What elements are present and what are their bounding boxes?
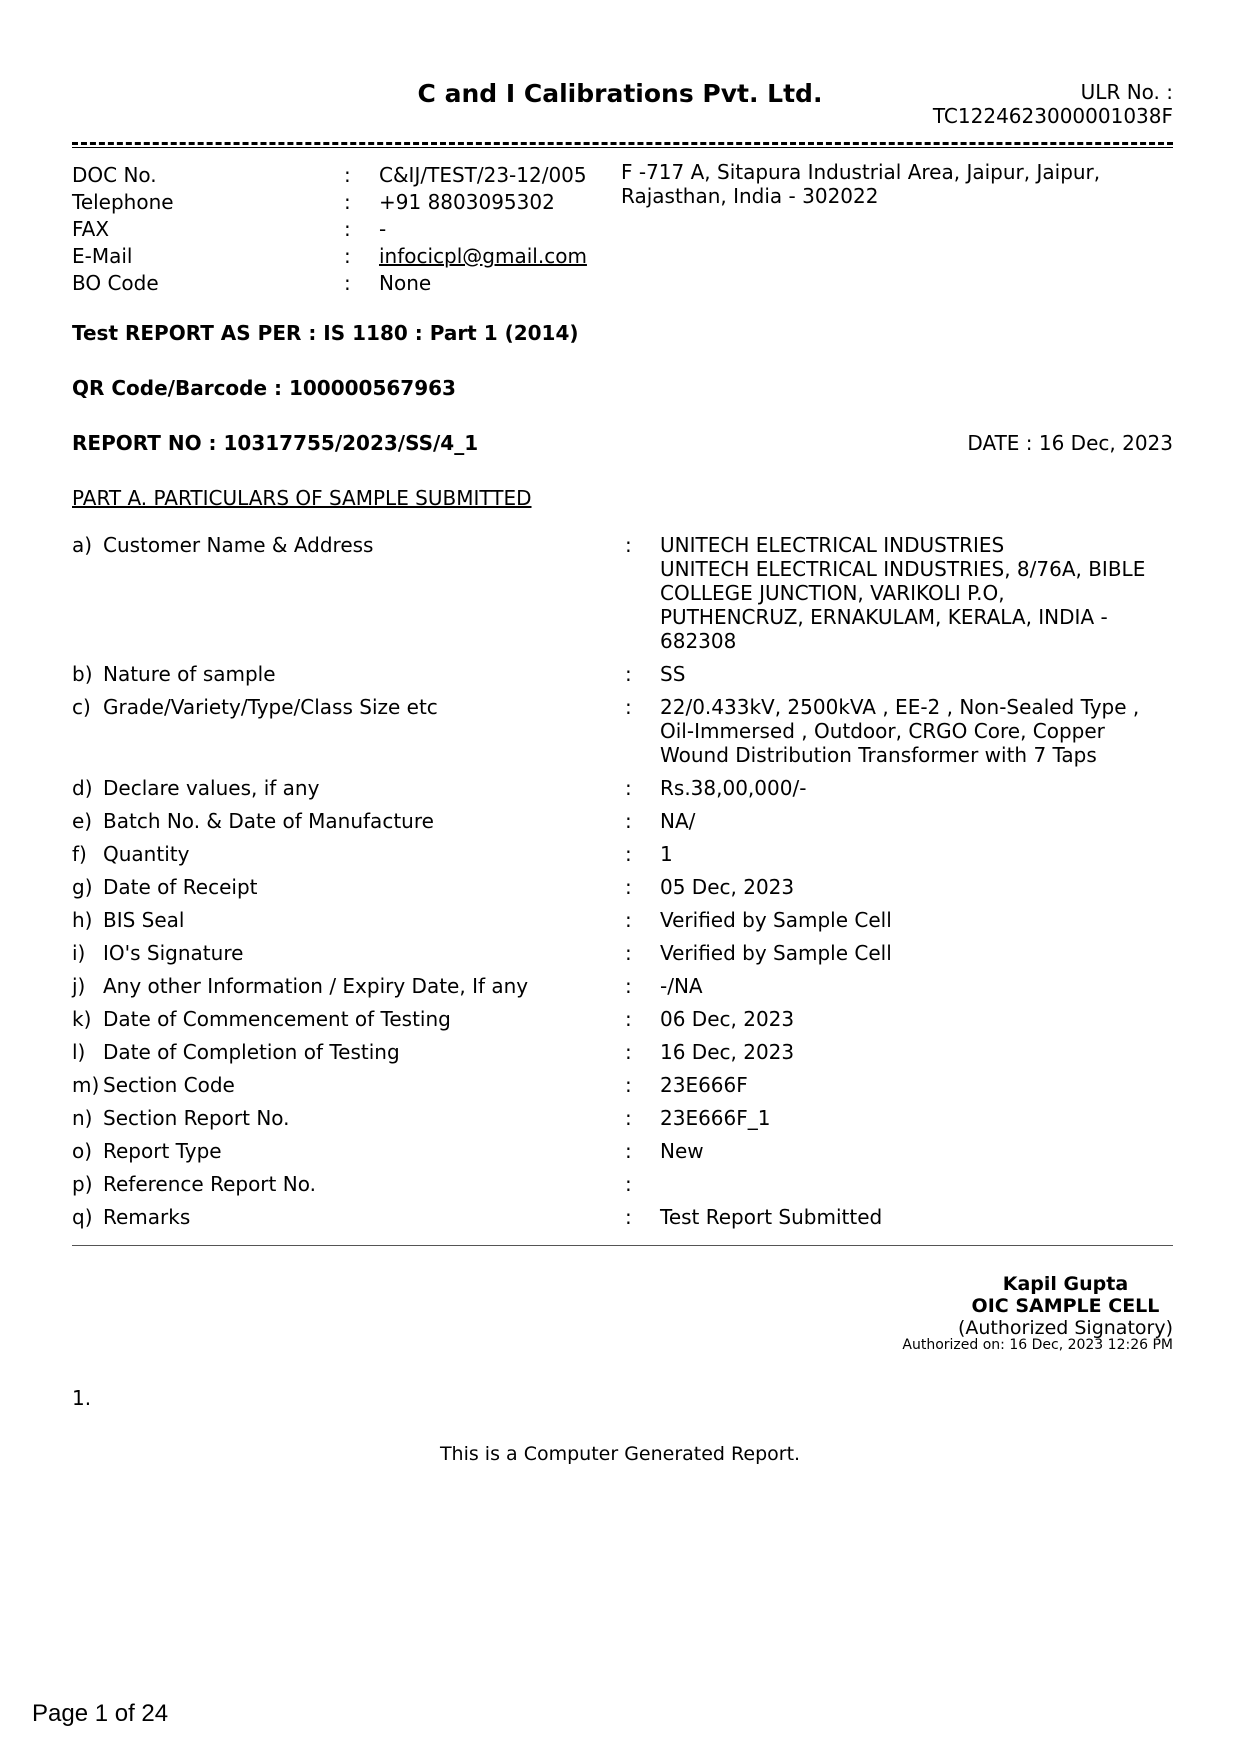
- value-line: UNITECH ELECTRICAL INDUSTRIES, 8/76A, BIBLE: [660, 557, 1146, 581]
- particular-separator: :: [625, 1007, 632, 1031]
- particular-value: [660, 695, 1160, 767]
- particular-label: Batch No. & Date of Manufacture: [103, 809, 434, 833]
- ulr-value: TC1224623000001038F: [932, 104, 1173, 128]
- particular-separator: :: [625, 908, 632, 932]
- particular-row: [72, 662, 1173, 686]
- particular-row: [72, 1205, 1173, 1229]
- particular-row: [72, 974, 1173, 998]
- value-line: [660, 1172, 1160, 1196]
- authorized-timestamp: Authorized on: 16 Dec, 2023 12:26 PM: [902, 1337, 1173, 1353]
- particular-separator: :: [625, 662, 632, 686]
- value-line: Rs.38,00,000/-: [660, 776, 807, 800]
- particular-label: Section Report No.: [103, 1106, 290, 1130]
- signatory-name: Kapil Gupta: [1002, 1273, 1129, 1295]
- value-line: 23E666F_1: [660, 1106, 771, 1130]
- particulars-list: [72, 533, 1173, 1238]
- company-address: [621, 160, 1121, 208]
- particular-value: [660, 1040, 1160, 1064]
- particular-value: [660, 875, 1160, 899]
- value-line: SS: [660, 662, 686, 686]
- particular-label: Report Type: [103, 1139, 222, 1163]
- particular-row: [72, 1073, 1173, 1097]
- contact-separator: :: [344, 271, 351, 295]
- qr-code-barcode: QR Code/Barcode : 100000567963: [72, 376, 456, 400]
- value-line: 23E666F: [660, 1073, 748, 1097]
- test-report-standard: Test REPORT AS PER : IS 1180 : Part 1 (2014): [72, 321, 579, 345]
- particular-value: [660, 533, 1160, 653]
- particular-label: Declare values, if any: [103, 776, 320, 800]
- particular-key: h): [72, 908, 93, 932]
- particular-key: k): [72, 1007, 92, 1031]
- address-line: Rajasthan, India - 302022: [621, 184, 879, 208]
- contact-value: +91 8803095302: [379, 190, 555, 214]
- particular-key: c): [72, 695, 91, 719]
- particular-label: Date of Commencement of Testing: [103, 1007, 451, 1031]
- particular-separator: :: [625, 533, 632, 557]
- particular-separator: :: [625, 1205, 632, 1229]
- value-line: UNITECH ELECTRICAL INDUSTRIES: [660, 533, 1005, 557]
- value-line: -/NA: [660, 974, 703, 998]
- particular-key: e): [72, 809, 93, 833]
- particular-row: [72, 908, 1173, 932]
- contact-value: None: [379, 271, 432, 295]
- value-line: Test Report Submitted: [660, 1205, 883, 1229]
- report-date: DATE : 16 Dec, 2023: [967, 431, 1173, 455]
- particular-value: [660, 842, 1160, 866]
- contact-separator: :: [344, 163, 351, 187]
- signatory-title: OIC SAMPLE CELL: [971, 1295, 1160, 1317]
- email-link[interactable]: infocicpl@gmail.com: [379, 244, 587, 268]
- particular-key: q): [72, 1205, 93, 1229]
- value-line: 05 Dec, 2023: [660, 875, 795, 899]
- value-line: COLLEGE JUNCTION, VARIKOLI P.O,: [660, 581, 1005, 605]
- particular-value: [660, 908, 1160, 932]
- particular-label: Quantity: [103, 842, 190, 866]
- ulr-block: [933, 80, 1173, 128]
- value-line: PUTHENCRUZ, ERNAKULAM, KERALA, INDIA -: [660, 605, 1108, 629]
- contact-value: -: [379, 217, 387, 241]
- particular-row: [72, 1106, 1173, 1130]
- contact-label: Telephone: [72, 190, 174, 214]
- particular-label: Date of Receipt: [103, 875, 258, 899]
- particular-value: [660, 809, 1160, 833]
- section-title: PART A. PARTICULARS OF SAMPLE SUBMITTED: [72, 486, 532, 510]
- particular-key: p): [72, 1172, 93, 1196]
- company-name: C and I Calibrations Pvt. Ltd.: [417, 79, 823, 108]
- particular-separator: :: [625, 776, 632, 800]
- particular-key: o): [72, 1139, 93, 1163]
- particular-value: [660, 974, 1160, 998]
- particular-row: [72, 809, 1173, 833]
- signatory-block: [958, 1273, 1173, 1339]
- value-line: 682308: [660, 629, 737, 653]
- particular-label: Reference Report No.: [103, 1172, 316, 1196]
- particular-row: [72, 533, 1173, 653]
- value-line: Wound Distribution Transformer with 7 Taps: [660, 743, 1097, 767]
- particular-key: i): [72, 941, 86, 965]
- particular-key: n): [72, 1106, 93, 1130]
- particular-key: m): [72, 1073, 100, 1097]
- signatory-role: (Authorized Signatory): [957, 1317, 1173, 1339]
- section-divider: [72, 1245, 1173, 1246]
- particular-row: [72, 875, 1173, 899]
- header-divider: [72, 142, 1173, 148]
- contact-separator: :: [344, 244, 351, 268]
- particular-key: g): [72, 875, 93, 899]
- particular-value: [660, 1106, 1160, 1130]
- particular-label: Grade/Variety/Type/Class Size etc: [103, 695, 438, 719]
- contact-label: BO Code: [72, 271, 159, 295]
- contact-row-doc-no: [72, 162, 632, 189]
- contact-label: FAX: [72, 217, 110, 241]
- particular-row: [72, 842, 1173, 866]
- particular-value: [660, 1172, 1160, 1196]
- particular-label: Nature of sample: [103, 662, 276, 686]
- particular-key: b): [72, 662, 93, 686]
- value-line: NA/: [660, 809, 696, 833]
- contact-separator: :: [344, 190, 351, 214]
- contact-row-fax: [72, 216, 632, 243]
- particular-separator: :: [625, 809, 632, 833]
- particular-label: Section Code: [103, 1073, 235, 1097]
- value-line: 06 Dec, 2023: [660, 1007, 795, 1031]
- particular-row: [72, 941, 1173, 965]
- particular-separator: :: [625, 875, 632, 899]
- particular-key: f): [72, 842, 87, 866]
- value-line: New: [660, 1139, 704, 1163]
- particular-value: [660, 941, 1160, 965]
- particular-row: [72, 1040, 1173, 1064]
- particular-separator: :: [625, 1073, 632, 1097]
- particular-value: [660, 662, 1160, 686]
- particular-label: Customer Name & Address: [103, 533, 374, 557]
- particular-value: [660, 1073, 1160, 1097]
- particular-row: [72, 1139, 1173, 1163]
- particular-row: [72, 1172, 1173, 1196]
- particular-key: a): [72, 533, 93, 557]
- value-line: 16 Dec, 2023: [660, 1040, 795, 1064]
- particular-separator: :: [625, 1040, 632, 1064]
- particular-separator: :: [625, 695, 632, 719]
- value-line: 1: [660, 842, 673, 866]
- particular-label: BIS Seal: [103, 908, 185, 932]
- particular-row: [72, 776, 1173, 800]
- particular-key: l): [72, 1040, 86, 1064]
- particular-value: [660, 776, 1160, 800]
- particular-separator: :: [625, 1139, 632, 1163]
- particular-label: Remarks: [103, 1205, 191, 1229]
- contact-label: E-Mail: [72, 244, 133, 268]
- ulr-label: ULR No. :: [1080, 80, 1173, 104]
- value-line: Oil-Immersed , Outdoor, CRGO Core, Copper: [660, 719, 1105, 743]
- address-line: F -717 A, Sitapura Industrial Area, Jaipur, Jaipur,: [621, 160, 1101, 184]
- particular-key: d): [72, 776, 93, 800]
- contact-row-email: [72, 243, 632, 270]
- particular-separator: :: [625, 941, 632, 965]
- particular-row: [72, 1007, 1173, 1031]
- particular-label: Any other Information / Expiry Date, If any: [103, 974, 529, 998]
- value-line: 22/0.433kV, 2500kVA , EE-2 , Non-Sealed Type ,: [660, 695, 1140, 719]
- particular-label: Date of Completion of Testing: [103, 1040, 400, 1064]
- particular-separator: :: [625, 1172, 632, 1196]
- contact-block: [72, 162, 632, 297]
- particular-value: [660, 1139, 1160, 1163]
- footnote-number: 1.: [72, 1386, 92, 1410]
- contact-value: C&IJ/TEST/23-12/005: [379, 163, 587, 187]
- contact-row-telephone: [72, 189, 632, 216]
- contact-row-bo-code: [72, 270, 632, 297]
- particular-label: IO's Signature: [103, 941, 244, 965]
- particular-separator: :: [625, 842, 632, 866]
- value-line: Verified by Sample Cell: [660, 908, 892, 932]
- particular-value: [660, 1205, 1160, 1229]
- particular-key: j): [72, 974, 86, 998]
- particular-separator: :: [625, 1106, 632, 1130]
- particular-separator: :: [625, 974, 632, 998]
- value-line: Verified by Sample Cell: [660, 941, 892, 965]
- computer-generated-note: This is a Computer Generated Report.: [439, 1443, 801, 1465]
- particular-row: [72, 695, 1173, 767]
- contact-separator: :: [344, 217, 351, 241]
- page-number: Page 1 of 24: [32, 1700, 169, 1727]
- contact-label: DOC No.: [72, 163, 157, 187]
- report-number: REPORT NO : 10317755/2023/SS/4_1: [72, 431, 479, 455]
- particular-value: [660, 1007, 1160, 1031]
